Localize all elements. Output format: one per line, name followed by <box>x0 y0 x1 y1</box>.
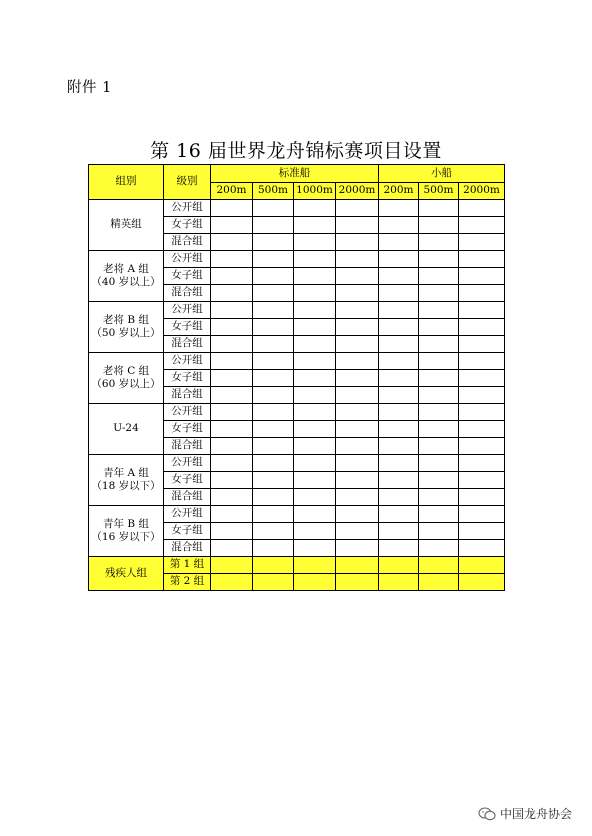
entry-cell <box>253 421 294 438</box>
level-cell: 女子组 <box>164 472 211 489</box>
entry-cell <box>419 506 459 523</box>
entry-cell <box>459 489 505 506</box>
level-cell: 公开组 <box>164 455 211 472</box>
header-level: 级别 <box>164 165 211 200</box>
level-cell: 公开组 <box>164 302 211 319</box>
entry-cell <box>294 234 336 251</box>
entry-cell <box>336 285 379 302</box>
entry-cell <box>211 438 253 455</box>
entry-cell <box>379 574 419 591</box>
entry-cell <box>379 438 419 455</box>
entry-cell <box>211 251 253 268</box>
entry-cell <box>211 523 253 540</box>
entry-cell <box>379 234 419 251</box>
group-age-note: （40 岁以上） <box>91 276 161 288</box>
entry-cell <box>253 302 294 319</box>
entry-cell <box>211 353 253 370</box>
entry-cell <box>379 302 419 319</box>
group-age-note: （18 岁以下） <box>91 480 161 492</box>
entry-cell <box>459 234 505 251</box>
entry-cell <box>294 285 336 302</box>
level-cell: 女子组 <box>164 421 211 438</box>
entry-cell <box>459 336 505 353</box>
entry-cell <box>294 455 336 472</box>
footer-text: 中国龙舟协会 <box>499 807 572 821</box>
entry-cell <box>459 217 505 234</box>
group-name-cell <box>89 353 164 404</box>
entry-cell <box>211 234 253 251</box>
entry-cell <box>294 404 336 421</box>
level-cell: 女子组 <box>164 268 211 285</box>
header-distance: 2000m <box>459 183 505 200</box>
level-cell: 第 1 组 <box>164 557 211 574</box>
entry-cell <box>419 455 459 472</box>
entry-cell <box>294 421 336 438</box>
entry-cell <box>336 217 379 234</box>
entry-cell <box>294 268 336 285</box>
group-age-note: （16 岁以下） <box>91 531 161 543</box>
group-name: 青年 B 组 <box>103 517 149 530</box>
entry-cell <box>211 421 253 438</box>
entry-cell <box>294 353 336 370</box>
entry-cell <box>459 506 505 523</box>
entry-cell <box>336 234 379 251</box>
entry-cell <box>294 370 336 387</box>
entry-cell <box>211 387 253 404</box>
entry-cell <box>379 370 419 387</box>
entry-cell <box>419 251 459 268</box>
entry-cell <box>336 251 379 268</box>
entry-cell <box>419 234 459 251</box>
entry-cell <box>459 302 505 319</box>
entry-cell <box>336 268 379 285</box>
group-name-cell <box>89 200 164 251</box>
level-cell: 公开组 <box>164 251 211 268</box>
entry-cell <box>336 302 379 319</box>
entry-cell <box>459 574 505 591</box>
entry-cell <box>211 455 253 472</box>
group-age-note: （60 岁以上） <box>91 378 161 390</box>
entry-cell <box>294 336 336 353</box>
entry-cell <box>419 489 459 506</box>
group-name-cell <box>89 302 164 353</box>
table-row <box>89 353 505 370</box>
entry-cell <box>379 387 419 404</box>
entry-cell <box>211 557 253 574</box>
entry-cell <box>211 574 253 591</box>
group-name: 残疾人组 <box>105 566 147 579</box>
entry-cell <box>419 200 459 217</box>
entry-cell <box>336 574 379 591</box>
table-row <box>89 251 505 268</box>
entry-cell <box>211 404 253 421</box>
entry-cell <box>419 472 459 489</box>
entry-cell <box>419 268 459 285</box>
entry-cell <box>253 234 294 251</box>
group-name: 精英组 <box>110 218 142 231</box>
level-cell: 混合组 <box>164 540 211 557</box>
header-distance: 1000m <box>294 183 336 200</box>
entry-cell <box>253 200 294 217</box>
entry-cell <box>459 421 505 438</box>
entry-cell <box>419 217 459 234</box>
entry-cell <box>459 438 505 455</box>
entry-cell <box>294 472 336 489</box>
table-row <box>89 200 505 217</box>
entry-cell <box>419 370 459 387</box>
entry-cell <box>459 285 505 302</box>
header-distance: 200m <box>211 183 253 200</box>
entry-cell <box>379 251 419 268</box>
entry-cell <box>336 489 379 506</box>
entry-cell <box>379 268 419 285</box>
level-cell: 混合组 <box>164 285 211 302</box>
entry-cell <box>211 217 253 234</box>
group-name-cell <box>89 404 164 455</box>
entry-cell <box>336 319 379 336</box>
entry-cell <box>253 370 294 387</box>
entry-cell <box>379 200 419 217</box>
group-age-note: （50 岁以上） <box>91 327 161 339</box>
group-name: 老将 C 组 <box>102 364 150 377</box>
entry-cell <box>211 200 253 217</box>
entry-cell <box>336 200 379 217</box>
level-cell: 混合组 <box>164 438 211 455</box>
entry-cell <box>294 387 336 404</box>
header-standard-boat: 标准船 <box>211 165 379 183</box>
entry-cell <box>253 506 294 523</box>
entry-cell <box>419 319 459 336</box>
level-cell: 女子组 <box>164 523 211 540</box>
entry-cell <box>336 540 379 557</box>
entry-cell <box>253 455 294 472</box>
entry-cell <box>294 557 336 574</box>
header-distance: 200m <box>379 183 419 200</box>
entry-cell <box>211 319 253 336</box>
level-cell: 混合组 <box>164 387 211 404</box>
group-name-cell <box>89 506 164 557</box>
entry-cell <box>336 404 379 421</box>
entry-cell <box>211 268 253 285</box>
entry-cell <box>253 217 294 234</box>
entry-cell <box>379 455 419 472</box>
entry-cell <box>379 523 419 540</box>
entry-cell <box>253 387 294 404</box>
header-distance: 500m <box>253 183 294 200</box>
group-name: 青年 A 组 <box>103 466 149 479</box>
entry-cell <box>253 489 294 506</box>
entry-cell <box>294 489 336 506</box>
entry-cell <box>253 472 294 489</box>
level-cell: 女子组 <box>164 217 211 234</box>
table-row <box>89 506 505 523</box>
level-cell: 混合组 <box>164 234 211 251</box>
entry-cell <box>336 421 379 438</box>
entry-cell <box>419 574 459 591</box>
entry-cell <box>459 557 505 574</box>
entry-cell <box>211 472 253 489</box>
entry-cell <box>379 217 419 234</box>
level-cell: 公开组 <box>164 353 211 370</box>
entry-cell <box>294 200 336 217</box>
entry-cell <box>379 421 419 438</box>
entry-cell <box>419 387 459 404</box>
table-row <box>89 557 505 574</box>
attachment-label: 附件 1 <box>67 80 112 96</box>
entry-cell <box>211 302 253 319</box>
entry-cell <box>419 353 459 370</box>
entry-cell <box>253 285 294 302</box>
table-row <box>89 302 505 319</box>
entry-cell <box>253 438 294 455</box>
page-title: 第 16 届世界龙舟锦标赛项目设置 <box>150 140 442 162</box>
entry-cell <box>419 285 459 302</box>
entry-cell <box>253 268 294 285</box>
entry-cell <box>419 523 459 540</box>
group-name-cell <box>89 455 164 506</box>
table-row <box>89 404 505 421</box>
entry-cell <box>253 574 294 591</box>
entry-cell <box>459 540 505 557</box>
entry-cell <box>459 200 505 217</box>
entry-cell <box>459 319 505 336</box>
entry-cell <box>253 523 294 540</box>
entry-cell <box>379 557 419 574</box>
group-name: 老将 A 组 <box>103 262 149 275</box>
entry-cell <box>211 285 253 302</box>
entry-cell <box>459 353 505 370</box>
level-cell: 混合组 <box>164 489 211 506</box>
entry-cell <box>211 370 253 387</box>
entry-cell <box>379 472 419 489</box>
entry-cell <box>459 523 505 540</box>
entry-cell <box>253 336 294 353</box>
entry-cell <box>253 540 294 557</box>
entry-cell <box>294 251 336 268</box>
entry-cell <box>419 302 459 319</box>
entry-cell <box>336 387 379 404</box>
group-name: U-24 <box>113 422 139 435</box>
group-name: 老将 B 组 <box>103 313 149 326</box>
entry-cell <box>294 506 336 523</box>
group-name-cell <box>89 557 164 591</box>
entry-cell <box>419 438 459 455</box>
entry-cell <box>336 438 379 455</box>
entry-cell <box>379 404 419 421</box>
entry-cell <box>379 336 419 353</box>
level-cell: 混合组 <box>164 336 211 353</box>
entry-cell <box>459 251 505 268</box>
entry-cell <box>294 302 336 319</box>
header-distance: 500m <box>419 183 459 200</box>
entry-cell <box>459 404 505 421</box>
entry-cell <box>419 421 459 438</box>
entry-cell <box>459 370 505 387</box>
level-cell: 女子组 <box>164 370 211 387</box>
event-table <box>88 164 505 591</box>
entry-cell <box>294 217 336 234</box>
level-cell: 公开组 <box>164 506 211 523</box>
entry-cell <box>459 455 505 472</box>
entry-cell <box>379 285 419 302</box>
entry-cell <box>379 353 419 370</box>
header-distance: 2000m <box>336 183 379 200</box>
entry-cell <box>336 336 379 353</box>
entry-cell <box>336 557 379 574</box>
entry-cell <box>336 506 379 523</box>
entry-cell <box>253 319 294 336</box>
entry-cell <box>253 557 294 574</box>
level-cell: 第 2 组 <box>164 574 211 591</box>
entry-cell <box>336 472 379 489</box>
entry-cell <box>211 540 253 557</box>
entry-cell <box>459 268 505 285</box>
table-row <box>89 455 505 472</box>
entry-cell <box>459 472 505 489</box>
wechat-icon <box>478 807 496 821</box>
entry-cell <box>379 489 419 506</box>
entry-cell <box>294 319 336 336</box>
entry-cell <box>419 557 459 574</box>
entry-cell <box>419 336 459 353</box>
entry-cell <box>211 489 253 506</box>
entry-cell <box>379 506 419 523</box>
entry-cell <box>336 353 379 370</box>
level-cell: 公开组 <box>164 200 211 217</box>
header-small-boat: 小船 <box>379 165 505 183</box>
entry-cell <box>294 574 336 591</box>
entry-cell <box>211 506 253 523</box>
entry-cell <box>253 353 294 370</box>
entry-cell <box>253 404 294 421</box>
entry-cell <box>336 523 379 540</box>
header-group: 组别 <box>89 165 164 200</box>
entry-cell <box>379 540 419 557</box>
entry-cell <box>419 404 459 421</box>
entry-cell <box>253 251 294 268</box>
entry-cell <box>336 455 379 472</box>
level-cell: 女子组 <box>164 319 211 336</box>
entry-cell <box>419 540 459 557</box>
footer-watermark <box>478 805 572 822</box>
entry-cell <box>379 319 419 336</box>
entry-cell <box>294 523 336 540</box>
entry-cell <box>336 370 379 387</box>
entry-cell <box>294 540 336 557</box>
group-name-cell <box>89 251 164 302</box>
entry-cell <box>459 387 505 404</box>
entry-cell <box>211 336 253 353</box>
level-cell: 公开组 <box>164 404 211 421</box>
entry-cell <box>294 438 336 455</box>
